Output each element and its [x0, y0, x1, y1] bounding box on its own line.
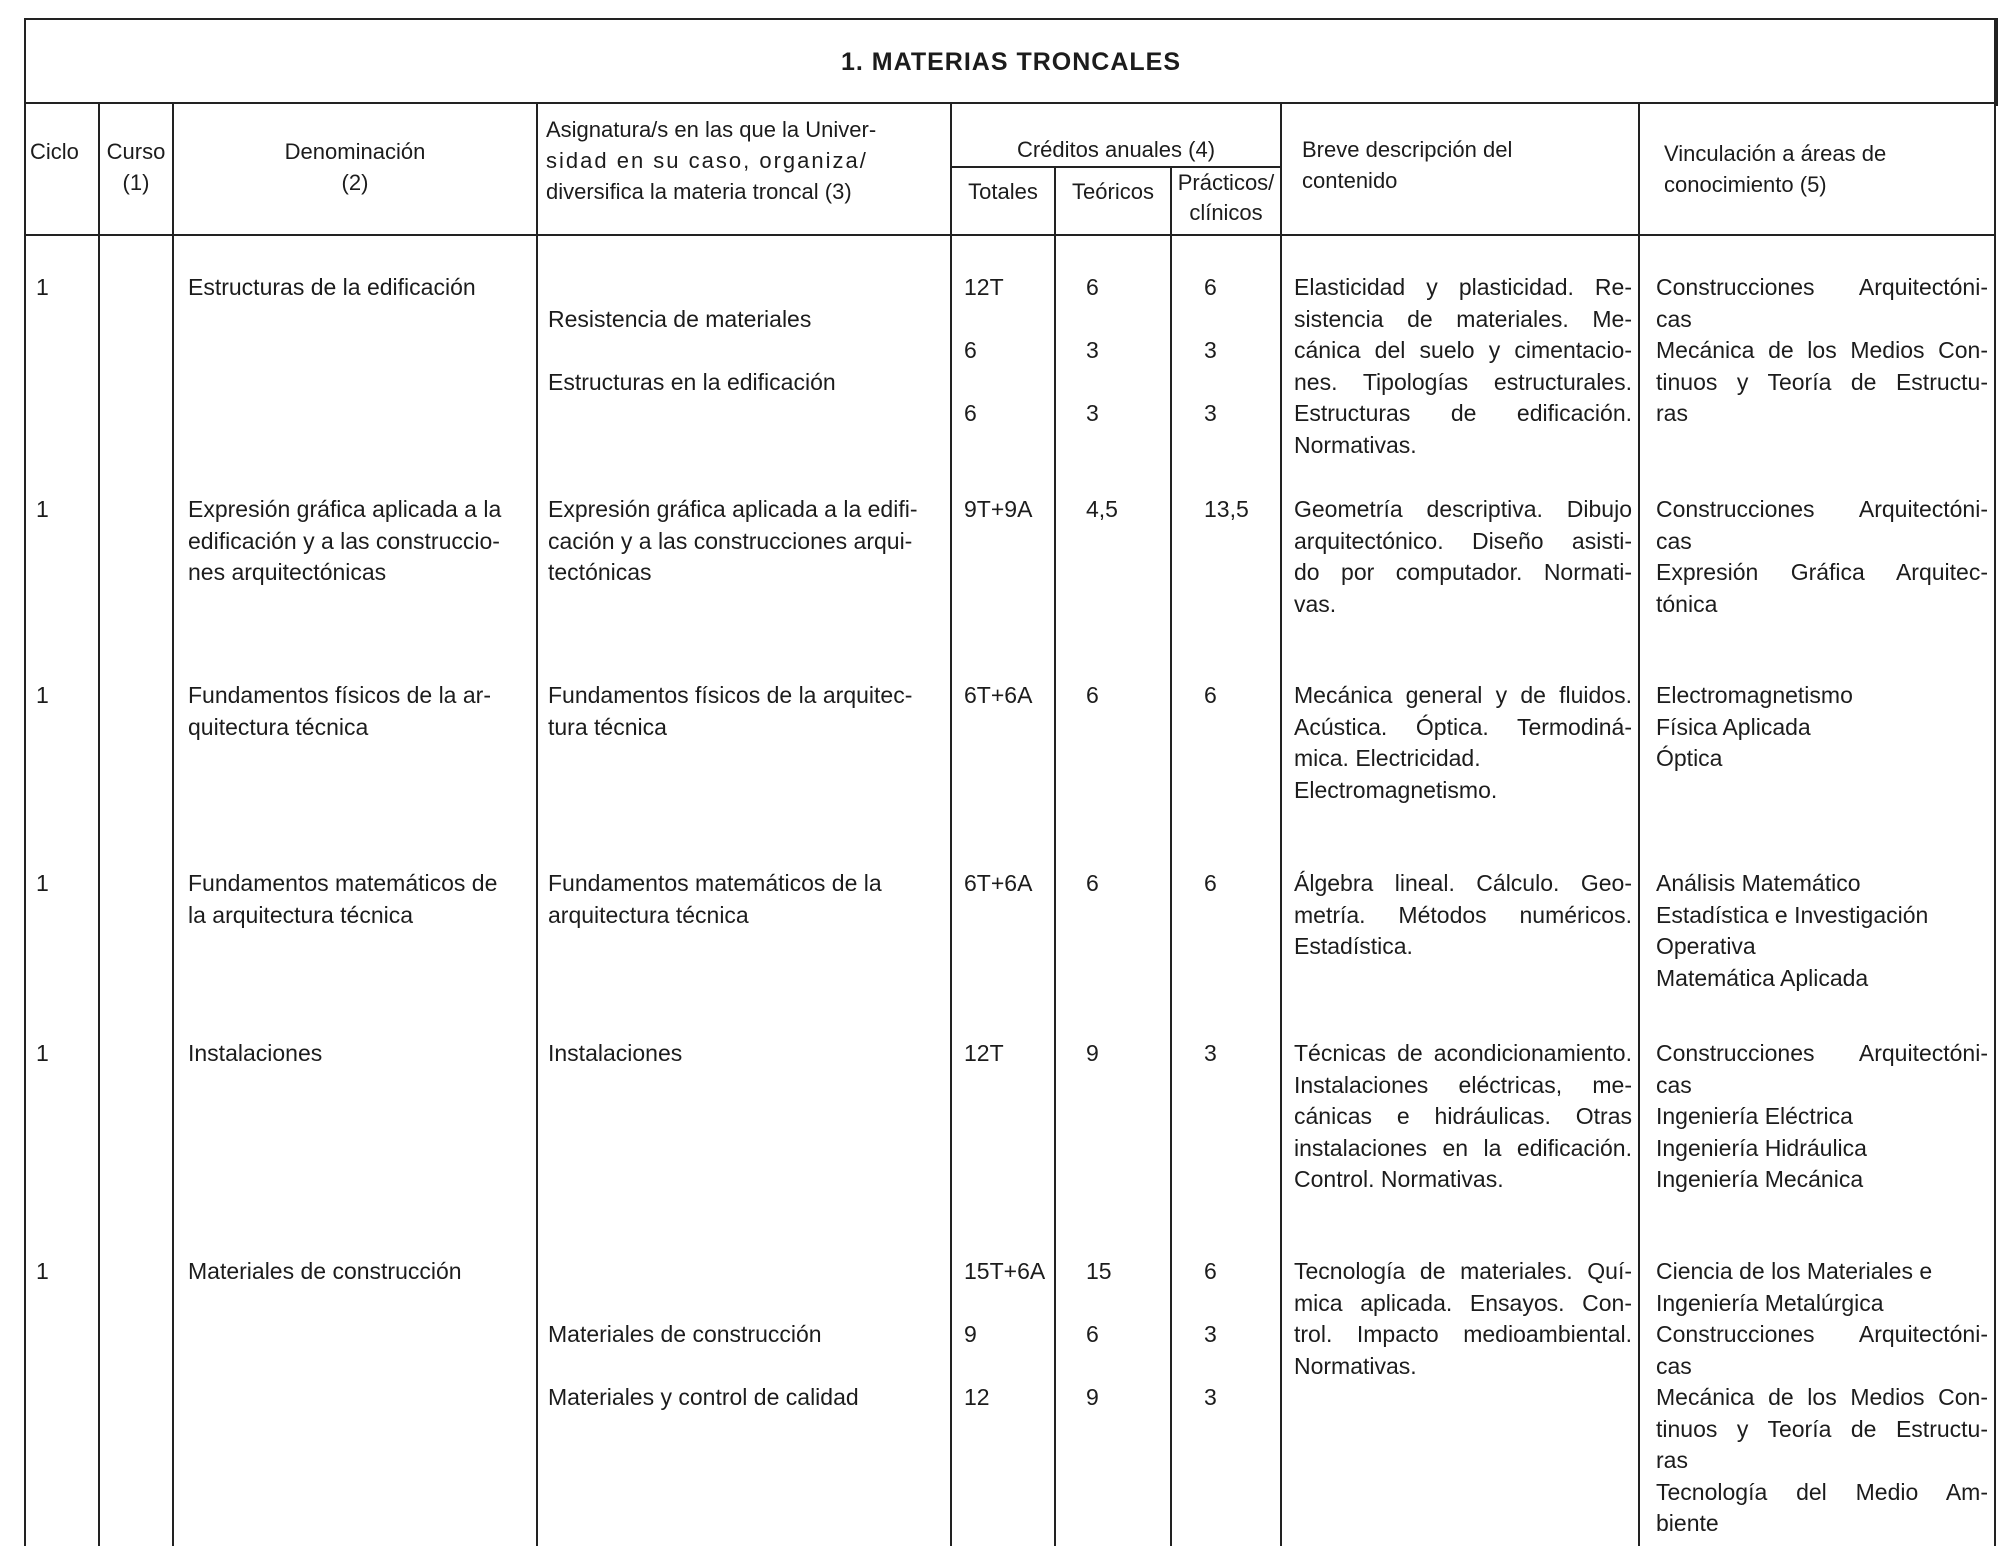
- header-descripcion: [1302, 134, 1632, 196]
- cell-descripcion: Normativas.: [1294, 1352, 1417, 1379]
- cell-teoricos: 4,5: [1086, 496, 1118, 522]
- cell-denominacion: Materiales de construcción: [188, 1258, 462, 1284]
- cell-totales: 9T+9A: [964, 496, 1033, 522]
- page-title: 1. MATERIAS TRONCALES: [841, 48, 1181, 76]
- cell-descripcion: Tecnología de materiales. Quí-: [1294, 1258, 1632, 1284]
- header-asignaturas: [546, 114, 944, 207]
- cell-ciclo: 1: [36, 496, 49, 522]
- header-teoricos: Teóricos: [1072, 179, 1154, 204]
- cell-asignatura: tectónicas: [548, 559, 652, 585]
- cell-asignatura: cación y a las construcciones arqui-: [548, 527, 913, 554]
- cell-ciclo: 1: [36, 1258, 49, 1284]
- rule: [1638, 102, 1640, 1546]
- rule: [24, 234, 1996, 236]
- cell-practicos: 3: [1204, 1040, 1217, 1066]
- header-descripcion-line: contenido: [1302, 168, 1398, 193]
- cell-descripcion: Electromagnetismo.: [1294, 776, 1498, 803]
- cell-vinculacion: tinuos y Teoría de Estructu-: [1656, 1415, 1988, 1442]
- cell-vinculacion: Matemática Aplicada: [1656, 964, 1869, 991]
- cell-teoricos: 6: [1086, 682, 1099, 708]
- cell-totales: 6T+6A: [964, 682, 1033, 708]
- rule: [1994, 18, 1996, 1546]
- cell-vinculacion: tinuos y Teoría de Estructu-: [1656, 368, 1988, 395]
- rule: [1054, 166, 1056, 1546]
- cell-asignatura: Estructuras en la edificación: [548, 368, 836, 395]
- rule: [536, 102, 538, 1546]
- cell-ciclo: 1: [36, 274, 49, 300]
- header-descripcion-line: Breve descripción del: [1302, 137, 1513, 162]
- cell-practicos: 3: [1204, 400, 1217, 426]
- rule: [24, 18, 26, 1546]
- cell-practicos: 13,5: [1204, 496, 1249, 522]
- cell-asignatura: Instalaciones: [548, 1040, 683, 1066]
- header-practicos-line: Prácticos/: [1177, 170, 1275, 195]
- rule: [1170, 166, 1172, 1546]
- cell-vinculacion: Estadística e Investigación: [1656, 901, 1929, 928]
- cell-vinculacion: Mecánica de los Medios Con-: [1656, 1384, 1988, 1410]
- header-practicos-line: clínicos: [1189, 200, 1263, 225]
- cell-vinculacion: Electromagnetismo: [1656, 682, 1853, 708]
- cell-descripcion: Elasticidad y plasticidad. Re-: [1294, 274, 1632, 300]
- cell-totales: 6: [964, 337, 977, 363]
- header-curso: [100, 136, 172, 198]
- cell-practicos: 6: [1204, 274, 1217, 300]
- cell-vinculacion: Ingeniería Metalúrgica: [1656, 1289, 1884, 1316]
- cell-vinculacion: Mecánica de los Medios Con-: [1656, 337, 1988, 363]
- rule: [172, 102, 174, 1546]
- cell-asignatura: tura técnica: [548, 713, 667, 740]
- cell-vinculacion: Ingeniería Mecánica: [1656, 1166, 1864, 1192]
- cell-vinculacion: cas: [1656, 305, 1692, 332]
- cell-descripcion: mica aplicada. Ensayos. Con-: [1294, 1289, 1632, 1316]
- header-denominacion-line: (2): [341, 170, 369, 195]
- header-denominacion: [174, 136, 536, 198]
- cell-vinculacion: biente: [1656, 1510, 1719, 1536]
- cell-denominacion: Fundamentos físicos de la ar-: [188, 682, 491, 708]
- cell-ciclo: 1: [36, 1040, 49, 1066]
- cell-vinculacion: cas: [1656, 1071, 1692, 1098]
- rule: [24, 102, 1996, 104]
- cell-teoricos: 6: [1086, 1321, 1099, 1347]
- cell-totales: 12T: [964, 1040, 1004, 1066]
- header-practicos: [1172, 168, 1280, 228]
- cell-descripcion: mica. Electricidad.: [1294, 745, 1481, 771]
- cell-teoricos: 3: [1086, 337, 1099, 363]
- cell-descripcion: Control. Normativas.: [1294, 1166, 1504, 1192]
- cell-descripcion: Normativas.: [1294, 431, 1417, 458]
- cell-vinculacion: Ciencia de los Materiales e: [1656, 1258, 1933, 1284]
- cell-descripcion: sistencia de materiales. Me-: [1294, 305, 1632, 332]
- cell-vinculacion: Análisis Matemático: [1656, 870, 1861, 896]
- cell-descripcion: vas.: [1294, 590, 1337, 617]
- cell-vinculacion: Ingeniería Hidráulica: [1656, 1134, 1867, 1161]
- cell-asignatura: Expresión gráfica aplicada a la edifi-: [548, 496, 918, 522]
- cell-practicos: 3: [1204, 1384, 1217, 1410]
- rule: [1280, 102, 1282, 1546]
- cell-vinculacion: Expresión Gráfica Arquitec-: [1656, 559, 1988, 585]
- table-frame: [24, 18, 1996, 1546]
- cell-denominacion: Expresión gráfica aplicada a la: [188, 496, 502, 522]
- cell-practicos: 6: [1204, 870, 1217, 896]
- cell-denominacion: Estructuras de la edificación: [188, 274, 476, 300]
- cell-descripcion: cánicas e hidráulicas. Otras: [1294, 1103, 1632, 1129]
- header-curso-line: Curso: [106, 139, 166, 164]
- cell-descripcion: Técnicas de acondicionamiento.: [1294, 1040, 1632, 1066]
- cell-practicos: 3: [1204, 1321, 1217, 1347]
- cell-denominacion: edificación y a las construccio-: [188, 527, 500, 554]
- cell-descripcion: arquitectónico. Diseño asisti-: [1294, 527, 1632, 554]
- cell-descripcion: Álgebra lineal. Cálculo. Geo-: [1294, 870, 1632, 896]
- cell-descripcion: Estadística.: [1294, 933, 1413, 959]
- header-vinculacion-line: Vinculación a áreas de: [1664, 141, 1887, 166]
- cell-denominacion: nes arquitectónicas: [188, 559, 387, 585]
- cell-vinculacion: tónica: [1656, 590, 1718, 617]
- cell-descripcion: Geometría descriptiva. Dibujo: [1294, 496, 1632, 522]
- cell-vinculacion: cas: [1656, 527, 1692, 554]
- cell-vinculacion: Construcciones Arquitectóni-: [1656, 1321, 1988, 1347]
- cell-asignatura: Materiales y control de calidad: [548, 1384, 859, 1410]
- cell-vinculacion: Tecnología del Medio Am-: [1656, 1478, 1988, 1505]
- rule: [98, 102, 100, 1546]
- header-denominacion-line: Denominación: [284, 139, 426, 164]
- cell-asignatura: arquitectura técnica: [548, 901, 749, 928]
- cell-teoricos: 15: [1086, 1258, 1112, 1284]
- cell-totales: 6T+6A: [964, 870, 1033, 896]
- cell-denominacion: Fundamentos matemáticos de: [188, 870, 498, 896]
- cell-vinculacion: Óptica: [1656, 745, 1723, 771]
- header-vinculacion: [1664, 138, 1984, 200]
- cell-practicos: 6: [1204, 1258, 1217, 1284]
- cell-asignatura: Fundamentos físicos de la arquitec-: [548, 682, 913, 708]
- header-curso-line: (1): [122, 170, 150, 195]
- cell-totales: 9: [964, 1321, 977, 1347]
- cell-descripcion: Mecánica general y de fluidos.: [1294, 682, 1632, 708]
- cell-descripcion: cánica del suelo y cimentacio-: [1294, 337, 1632, 363]
- cell-descripcion: instalaciones en la edificación.: [1294, 1134, 1632, 1161]
- header-asignaturas-line: diversifica la materia troncal (3): [546, 179, 852, 204]
- cell-descripcion: trol. Impacto medioambiental.: [1294, 1321, 1632, 1347]
- cell-vinculacion: ras: [1656, 400, 1688, 426]
- header-ciclo: Ciclo: [30, 139, 79, 164]
- cell-ciclo: 1: [36, 870, 49, 896]
- cell-teoricos: 9: [1086, 1384, 1099, 1410]
- cell-vinculacion: Construcciones Arquitectóni-: [1656, 496, 1988, 522]
- cell-asignatura: Resistencia de materiales: [548, 305, 812, 332]
- cell-descripcion: Acústica. Óptica. Termodiná-: [1294, 713, 1632, 740]
- cell-vinculacion: Ingeniería Eléctrica: [1656, 1103, 1853, 1129]
- cell-descripcion: Instalaciones eléctricas, me-: [1294, 1071, 1632, 1098]
- cell-vinculacion: Física Aplicada: [1656, 713, 1811, 740]
- cell-totales: 12: [964, 1384, 990, 1410]
- cell-totales: 12T: [964, 274, 1004, 300]
- cell-practicos: 6: [1204, 682, 1217, 708]
- cell-denominacion: quitectura técnica: [188, 713, 369, 740]
- header-vinculacion-line: conocimiento (5): [1664, 172, 1827, 197]
- cell-vinculacion: Construcciones Arquitectóni-: [1656, 274, 1988, 300]
- header-asignaturas-line: Asignatura/s en las que la Univer-: [546, 117, 877, 142]
- cell-teoricos: 6: [1086, 274, 1099, 300]
- cell-descripcion: do por computador. Normati-: [1294, 559, 1632, 585]
- cell-teoricos: 3: [1086, 400, 1099, 426]
- header-creditos: Créditos anuales (4): [1016, 137, 1216, 162]
- cell-vinculacion: Operativa: [1656, 933, 1756, 959]
- cell-vinculacion: ras: [1656, 1447, 1688, 1473]
- rule: [950, 102, 952, 1546]
- cell-vinculacion: Construcciones Arquitectóni-: [1656, 1040, 1988, 1066]
- cell-ciclo: 1: [36, 682, 49, 708]
- cell-totales: 6: [964, 400, 977, 426]
- cell-descripcion: Estructuras de edificación.: [1294, 400, 1632, 426]
- cell-teoricos: 6: [1086, 870, 1099, 896]
- cell-asignatura: Fundamentos matemáticos de la: [548, 870, 882, 896]
- cell-denominacion: Instalaciones: [188, 1040, 323, 1066]
- cell-denominacion: la arquitectura técnica: [188, 901, 414, 928]
- cell-teoricos: 9: [1086, 1040, 1099, 1066]
- cell-descripcion: metría. Métodos numéricos.: [1294, 901, 1632, 928]
- cell-descripcion: nes. Tipologías estructurales.: [1294, 368, 1632, 395]
- header-asignaturas-line: sidad en su caso, organiza/: [546, 148, 868, 173]
- cell-vinculacion: cas: [1656, 1352, 1692, 1379]
- cell-totales: 15T+6A: [964, 1258, 1046, 1284]
- title-box: [24, 18, 1998, 106]
- header-totales: Totales: [968, 179, 1038, 204]
- cell-asignatura: Materiales de construcción: [548, 1321, 822, 1347]
- cell-practicos: 3: [1204, 337, 1217, 363]
